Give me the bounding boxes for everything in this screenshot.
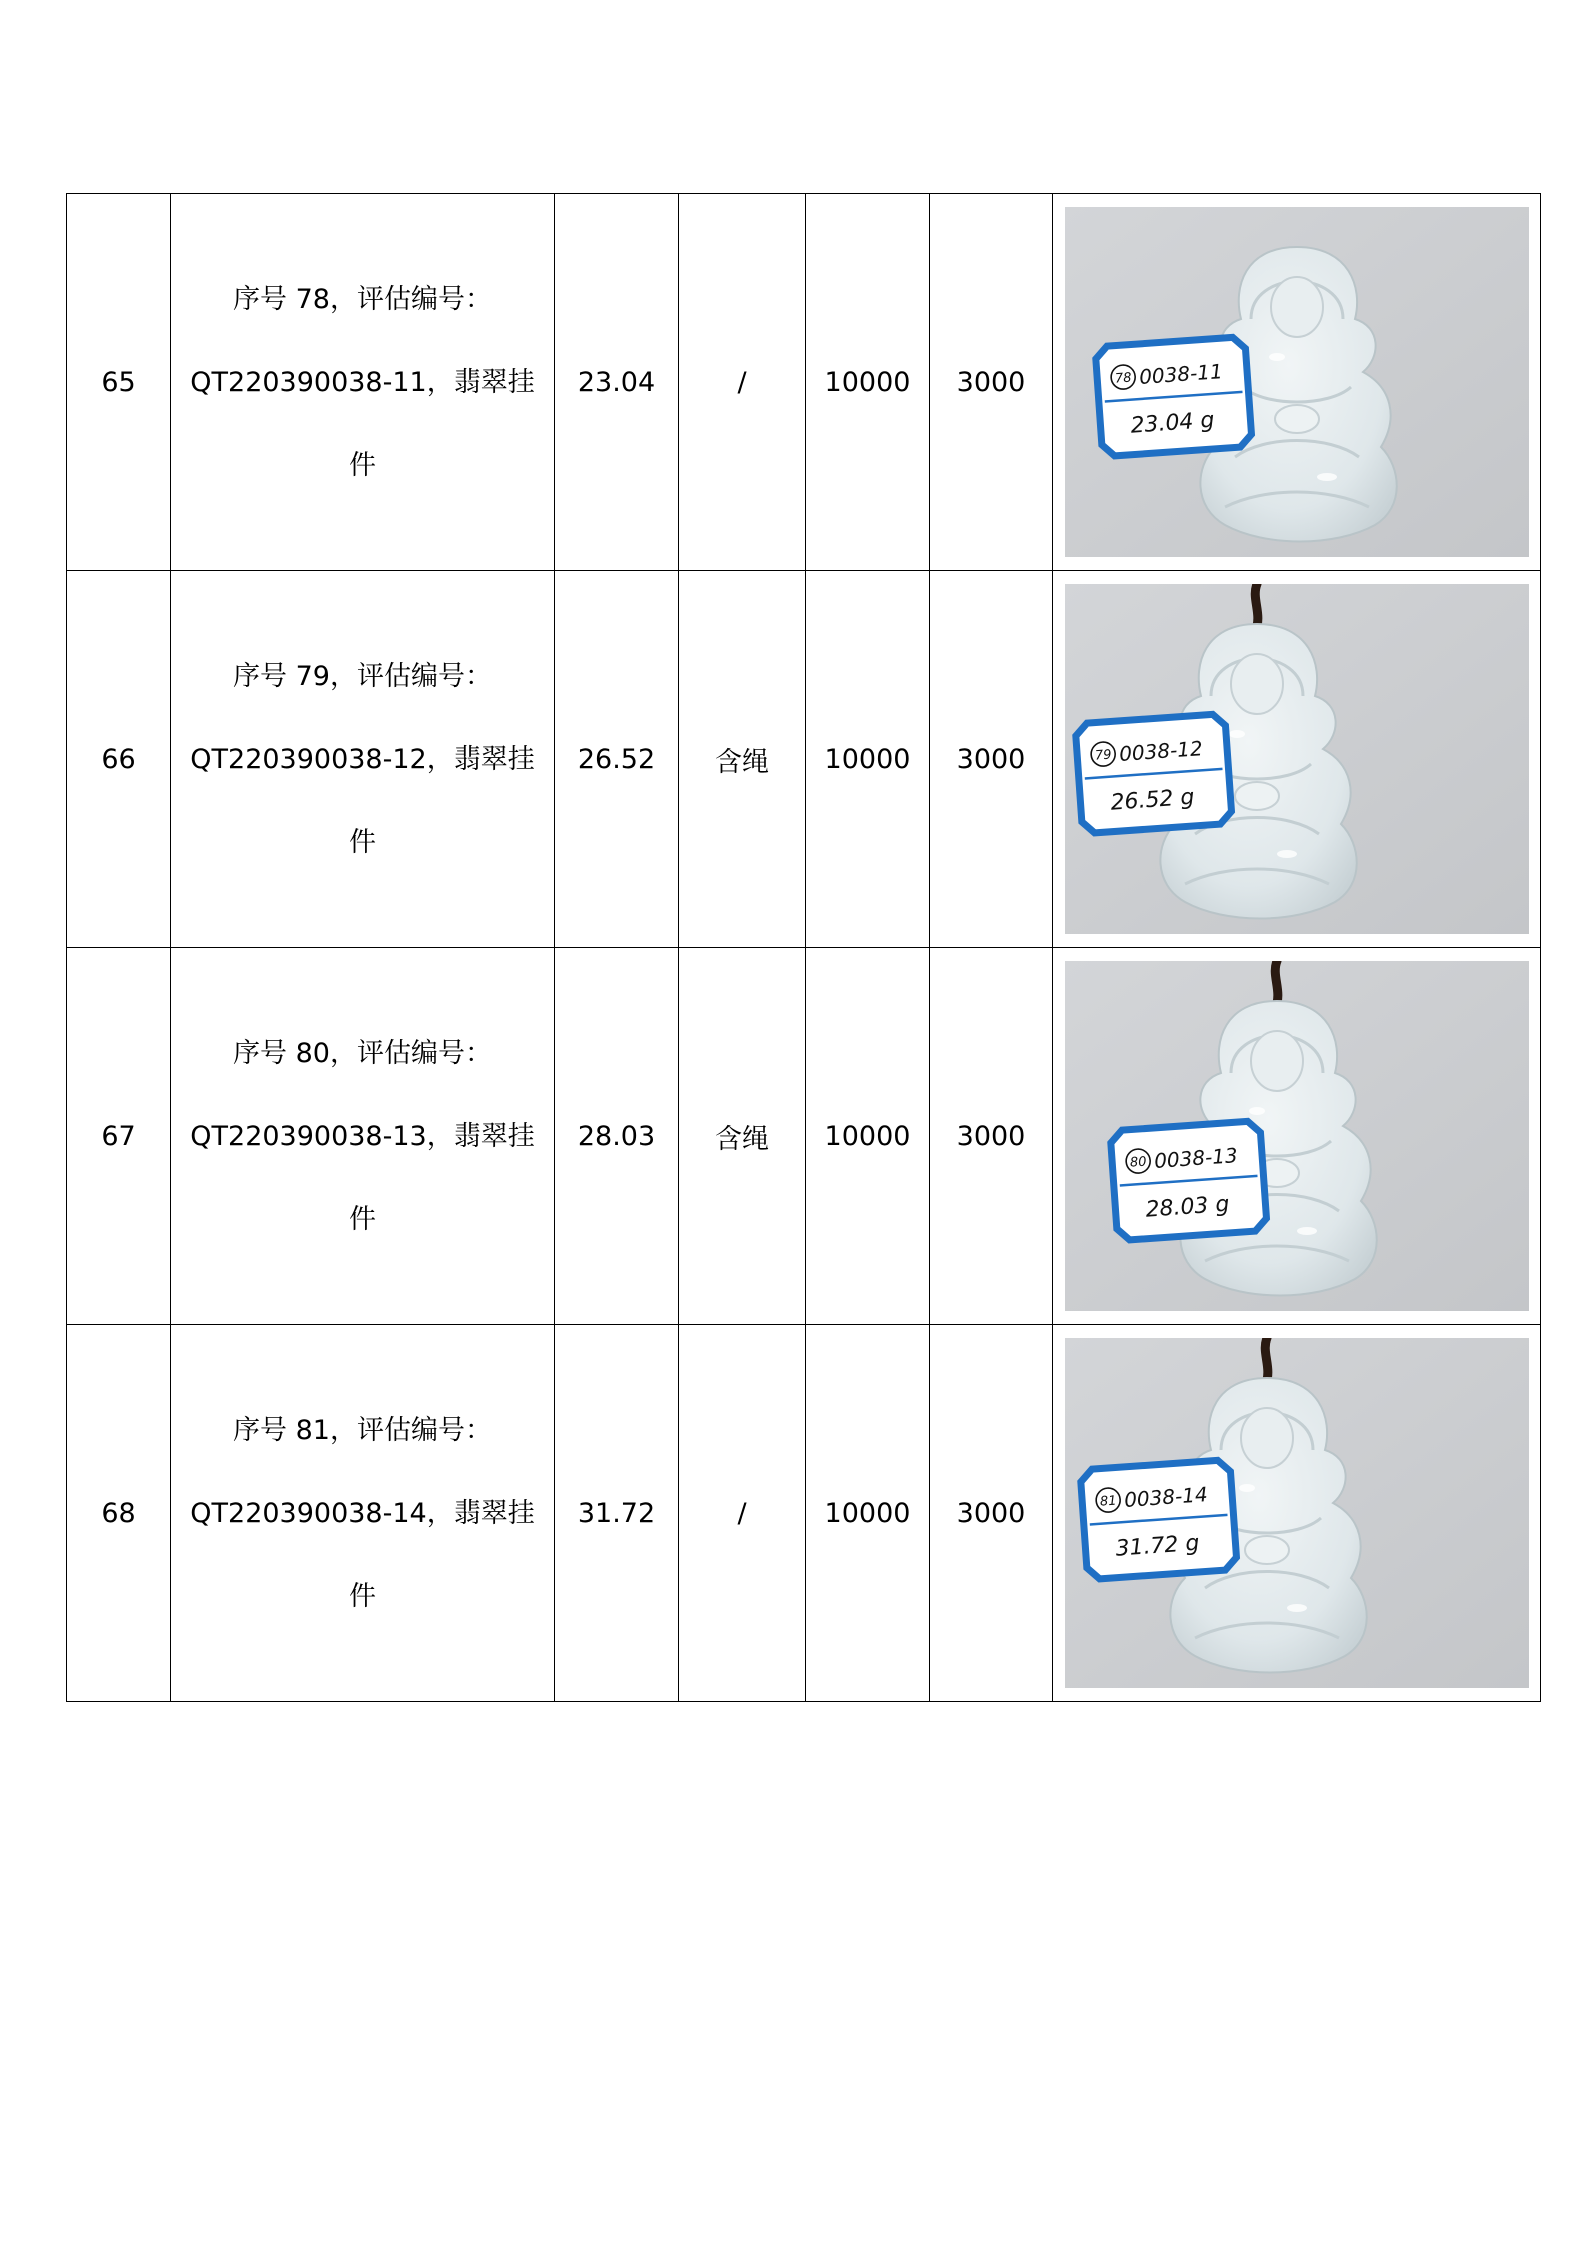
figure-head	[1251, 1031, 1303, 1091]
description-line: 序号 78，评估编号：	[233, 283, 492, 315]
item-index: 66	[101, 743, 136, 775]
jade-pendant-photo	[1065, 584, 1529, 934]
index-cell	[67, 1325, 171, 1702]
item-value-a: 10000	[824, 743, 911, 775]
weight-cell	[555, 571, 679, 948]
description-line: QT220390038-12，翡翠挂	[190, 743, 535, 775]
index-cell	[67, 194, 171, 571]
description-line: 件	[349, 1203, 376, 1235]
value-a-cell	[806, 194, 930, 571]
tag-circle-number: 79	[1093, 747, 1112, 764]
description-line: 件	[349, 826, 376, 858]
description-line: 件	[349, 449, 376, 481]
description-line: QT220390038-11，翡翠挂	[190, 366, 535, 398]
table-row	[67, 948, 1541, 1325]
jade-pendant-photo	[1065, 1338, 1529, 1688]
item-weight: 23.04	[577, 366, 656, 398]
item-note: 含绳	[715, 746, 769, 778]
value-b-cell	[930, 948, 1053, 1325]
tag-weight: 23.04 g	[1129, 407, 1215, 439]
note-cell	[679, 194, 806, 571]
item-note: /	[737, 366, 747, 398]
figure-head	[1271, 277, 1323, 337]
weight-tag	[1080, 1460, 1237, 1580]
photo-cell	[1053, 948, 1541, 1325]
value-b-cell	[930, 571, 1053, 948]
weight-cell	[555, 1325, 679, 1702]
value-a-cell	[806, 571, 930, 948]
description-line: QT220390038-14，翡翠挂	[190, 1497, 535, 1529]
item-value-a: 10000	[824, 1120, 911, 1152]
description-cell	[171, 571, 555, 948]
jade-pendant-photo	[1065, 207, 1529, 557]
tag-circle-number: 80	[1128, 1154, 1147, 1171]
item-value-b: 3000	[956, 1120, 1026, 1152]
weight-cell	[555, 194, 679, 571]
description-cell	[171, 194, 555, 571]
item-weight: 28.03	[577, 1120, 656, 1152]
photo-cell	[1053, 1325, 1541, 1702]
figure-head	[1241, 1408, 1293, 1468]
item-value-b: 3000	[956, 1497, 1026, 1529]
photo-cell	[1053, 194, 1541, 571]
photo-illustration	[1065, 207, 1529, 557]
tag-code: 0038-11	[1137, 359, 1223, 389]
item-weight: 31.72	[577, 1497, 656, 1529]
index-cell	[67, 571, 171, 948]
tag-code: 0038-13	[1152, 1143, 1238, 1173]
note-cell	[679, 1325, 806, 1702]
tag-weight: 31.72 g	[1114, 1530, 1200, 1562]
photo-cell	[1053, 571, 1541, 948]
jade-items-table	[66, 193, 1541, 1702]
description-line: 件	[349, 1580, 376, 1612]
tag-code: 0038-14	[1122, 1482, 1208, 1512]
tag-weight: 28.03 g	[1144, 1191, 1230, 1223]
description-line: 序号 80，评估编号：	[233, 1037, 492, 1069]
description-line: 序号 81，评估编号：	[233, 1414, 492, 1446]
tag-circle-number: 78	[1113, 370, 1132, 387]
description-cell	[171, 948, 555, 1325]
item-value-b: 3000	[956, 743, 1026, 775]
weight-cell	[555, 948, 679, 1325]
photo-illustration	[1065, 1338, 1529, 1688]
description-line: QT220390038-13，翡翠挂	[190, 1120, 535, 1152]
weight-tag	[1110, 1121, 1267, 1241]
tag-weight: 26.52 g	[1109, 784, 1195, 816]
description-cell	[171, 1325, 555, 1702]
index-cell	[67, 948, 171, 1325]
weight-tag	[1075, 714, 1232, 834]
tag-code: 0038-12	[1117, 736, 1203, 766]
value-b-cell	[930, 194, 1053, 571]
item-index: 68	[101, 1497, 136, 1529]
description-line: 序号 79，评估编号：	[233, 660, 492, 692]
photo-illustration	[1065, 584, 1529, 934]
value-b-cell	[930, 1325, 1053, 1702]
table-row	[67, 1325, 1541, 1702]
item-weight: 26.52	[577, 743, 656, 775]
item-value-a: 10000	[824, 366, 911, 398]
note-cell	[679, 948, 806, 1325]
item-index: 65	[101, 366, 136, 398]
table-row	[67, 194, 1541, 571]
table-row	[67, 571, 1541, 948]
figure-head	[1231, 654, 1283, 714]
item-value-a: 10000	[824, 1497, 911, 1529]
item-note: 含绳	[715, 1123, 769, 1155]
photo-illustration	[1065, 961, 1529, 1311]
item-value-b: 3000	[956, 366, 1026, 398]
note-cell	[679, 571, 806, 948]
tag-circle-number: 81	[1098, 1493, 1117, 1510]
jade-pendant-photo	[1065, 961, 1529, 1311]
item-note: /	[737, 1497, 747, 1529]
weight-tag	[1095, 337, 1252, 457]
value-a-cell	[806, 948, 930, 1325]
value-a-cell	[806, 1325, 930, 1702]
item-index: 67	[101, 1120, 136, 1152]
